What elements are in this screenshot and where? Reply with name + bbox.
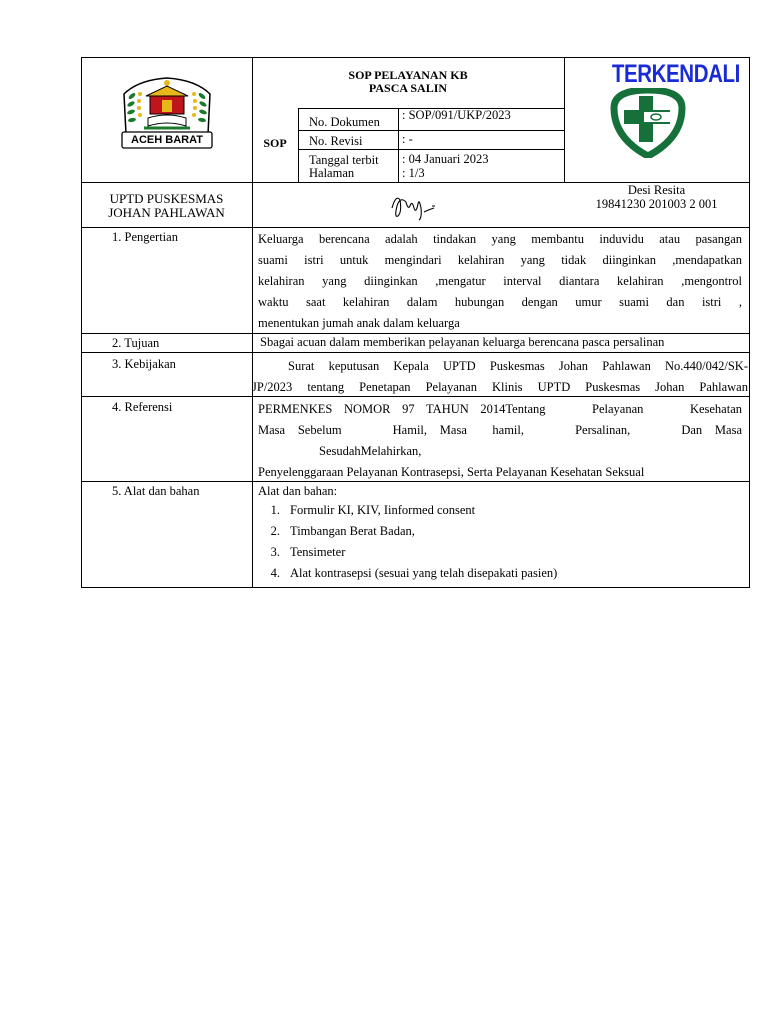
list-item-text: Tensimeter — [290, 545, 346, 559]
pengertian-line: kelahiran yang diinginkan ,mengatur interval diantara kelahiran ,mengontrol — [258, 274, 742, 288]
field-value-no-dokumen: : SOP/091/UKP/2023 — [402, 108, 511, 122]
list-item-number: 4. — [270, 566, 280, 580]
kebijakan-text — [252, 356, 748, 398]
aceh-barat-logo — [118, 74, 216, 154]
list-item — [258, 542, 557, 563]
referensi-line: Penyelenggaraan Pelayanan Kontrasepsi, Serta Pelayanan Kesehatan Seksual — [258, 465, 645, 479]
list-item-text: Timbangan Berat Badan, — [290, 524, 415, 538]
alat-intro: Alat dan bahan: — [258, 484, 338, 498]
document-title-line2: PASCA SALIN — [368, 81, 448, 95]
pengertian-line: Keluarga berencana adalah tindakan yang membantu induvidu atau pasangan — [258, 232, 742, 246]
pengertian-line: suami istri untuk mengindari kelahiran yang tidak diinginkan ,mendapatkan — [258, 253, 742, 267]
tujuan-text: Sbagai acuan dalam memberikan pelayanan keluarga berencana pasca persalinan — [260, 335, 665, 349]
field-value-no-revisi: : - — [402, 132, 413, 146]
list-item — [258, 521, 557, 542]
institution-line1: UPTD PUSKESMAS — [109, 191, 224, 206]
list-item — [258, 500, 557, 521]
document-title-line1: SOP PELAYANAN KB — [348, 68, 468, 82]
signatory-name: Desi Resita — [627, 183, 686, 197]
field-label-no-dokumen: No. Dokumen — [309, 115, 380, 129]
alat-list — [258, 500, 557, 584]
field-label-tanggal-terbit: Tanggal terbit — [309, 153, 379, 167]
list-item-number: 3. — [270, 545, 280, 559]
sop-label: SOP — [263, 136, 287, 150]
logo-caption: ACEH BARAT — [131, 134, 203, 146]
stamp-text: TERKENDALI — [611, 60, 740, 88]
section-label-referensi: 4. Referensi — [112, 400, 173, 414]
signature — [388, 190, 440, 227]
referensi-line: Masa Sebelum Hamil, Masa hamil, Persalinan, Dan Masa — [258, 423, 742, 437]
section-label-tujuan: 2. Tujuan — [112, 336, 160, 350]
field-label-no-revisi: No. Revisi — [309, 134, 363, 148]
field-value-tanggal-terbit: : 04 Januari 2023 — [402, 152, 489, 166]
list-item-number: 2. — [270, 524, 280, 538]
institution-line2: JOHAN PAHLAWAN — [108, 205, 225, 220]
section-label-kebijakan: 3. Kebijakan — [112, 357, 176, 371]
field-label-halaman: Halaman — [309, 166, 355, 180]
list-item-number: 1. — [270, 503, 280, 517]
list-item-text: Alat kontrasepsi (sesuai yang telah disepakati pasien) — [290, 566, 558, 580]
green-cross-icon — [606, 88, 690, 158]
referensi-text — [258, 399, 742, 483]
section-label-alat: 5. Alat dan bahan — [112, 484, 200, 498]
kebijakan-line: Surat keputusan Kepala UPTD Puskesmas Johan Pahlawan No.440/042/SK- — [288, 359, 748, 373]
field-value-halaman: : 1/3 — [402, 166, 425, 180]
referensi-line: PERMENKES NOMOR 97 TAHUN 2014Tentang Pelayanan Kesehatan — [258, 402, 742, 416]
list-item — [258, 563, 557, 584]
section-label-pengertian: 1. Pengertian — [112, 230, 178, 244]
signatory-nip: 19841230 201003 2 001 — [595, 197, 718, 211]
pengertian-line: waktu saat kelahiran dalam hubungan dengan umur suami dan istri , — [258, 295, 742, 309]
kebijakan-line: JP/2023 tentang Penetapan Pelayanan Klinis UPTD Puskesmas Johan Pahlawan — [252, 380, 748, 394]
referensi-line: SesudahMelahirkan, — [319, 444, 422, 458]
pengertian-text — [258, 229, 742, 334]
list-item-text: Formulir KI, KIV, Iinformed consent — [290, 503, 476, 517]
pengertian-line: menentukan jumah anak dalam keluarga — [258, 316, 460, 330]
terkendali-stamp — [600, 60, 740, 160]
